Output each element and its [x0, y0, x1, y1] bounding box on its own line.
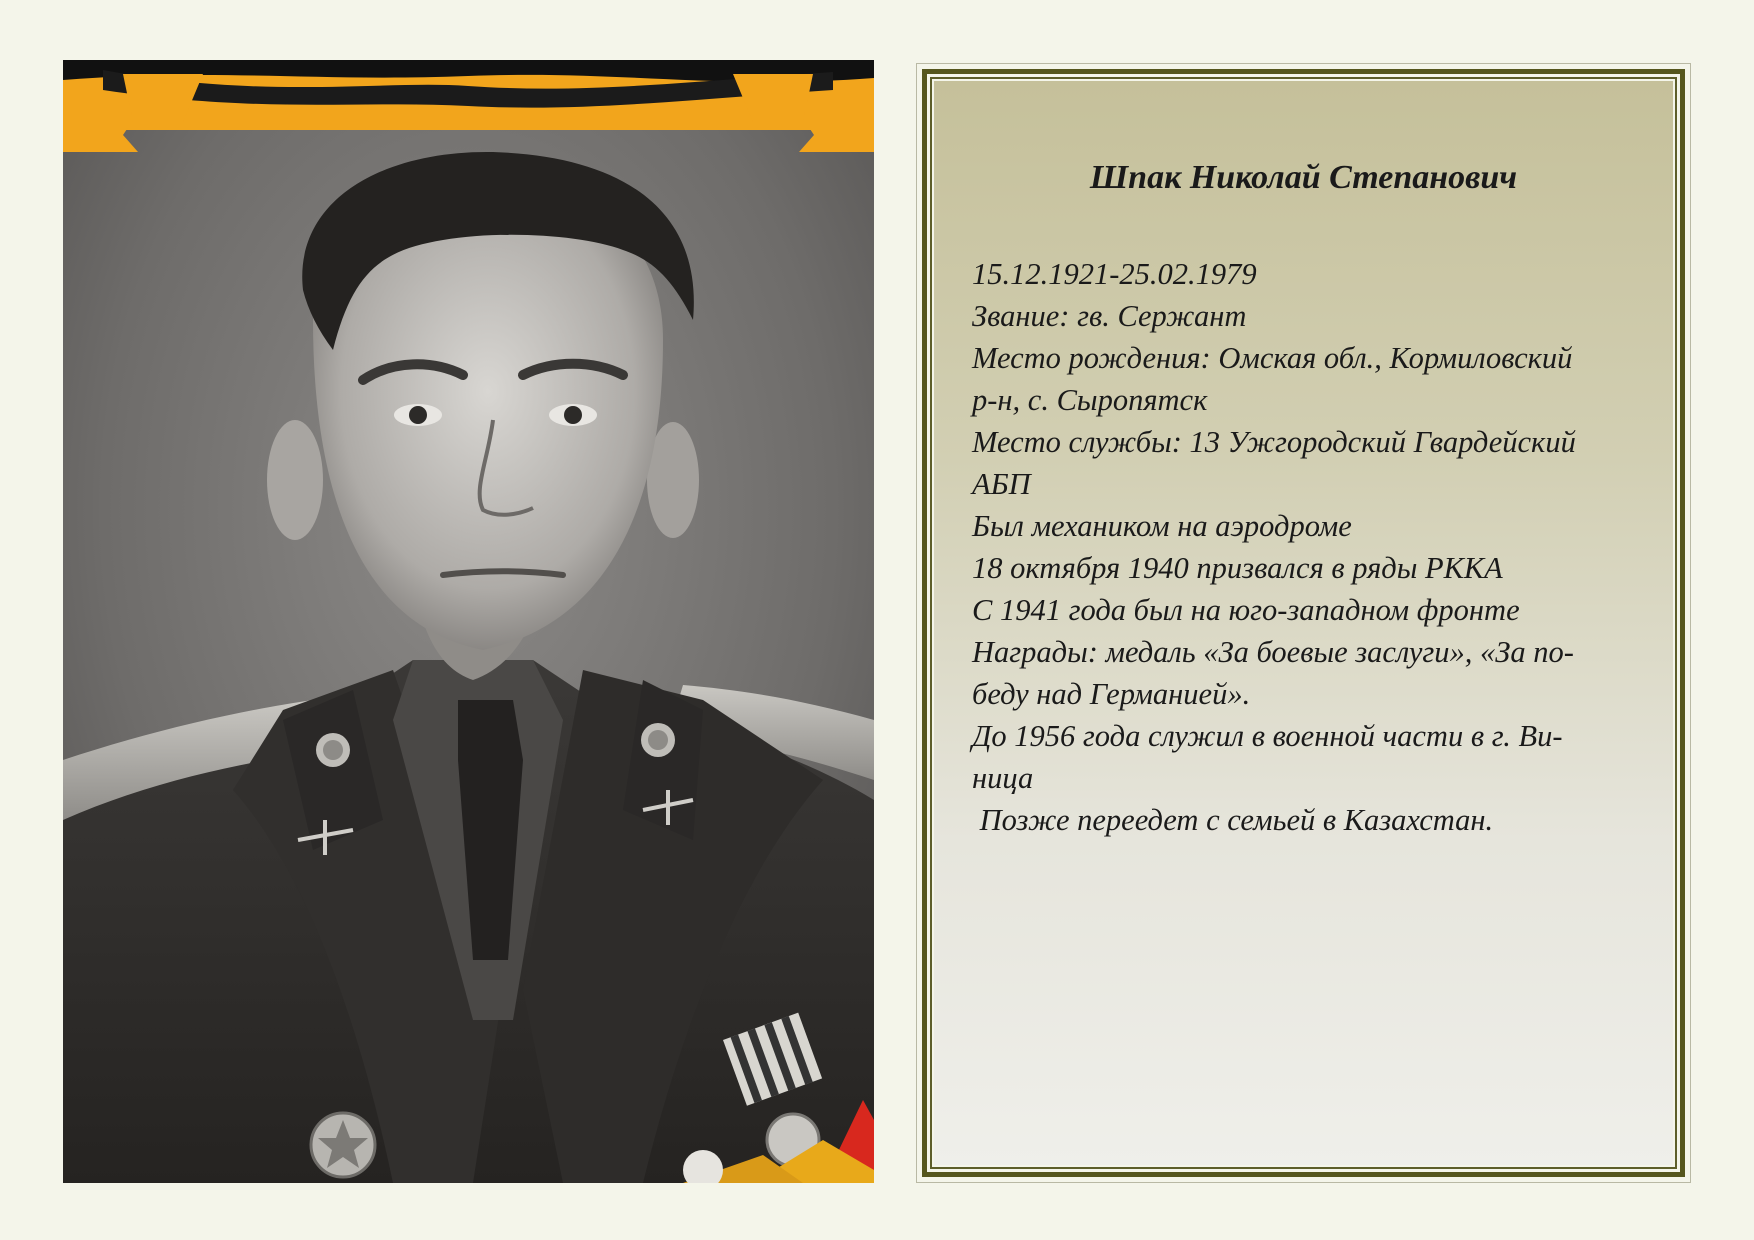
bio-line-birthplace-cont: р-н, с. Сыропятск — [972, 383, 1208, 417]
bio-line-awards-cont: беду над Германией». — [972, 677, 1251, 711]
bio-line-rank: Звание: гв. Сержант — [972, 299, 1247, 333]
bio-line-relocation: Позже переедет с семьей в Казахстан. — [972, 803, 1494, 837]
bio-line-birthplace: Место рождения: Омская обл., Кормиловский — [972, 341, 1573, 375]
bio-line-conscription: 18 октября 1940 призвался в ряды РККА — [972, 551, 1503, 585]
bio-line-service-place-cont: АБП — [972, 467, 1031, 501]
portrait-photo — [63, 60, 874, 1183]
bio-text — [972, 253, 1645, 841]
bio-line-role: Был механиком на аэродроме — [972, 509, 1352, 543]
info-card — [916, 63, 1691, 1183]
bio-line-dates: 15.12.1921-25.02.1979 — [972, 257, 1257, 291]
bio-line-service-place: Место службы: 13 Ужгородский Гвардейский — [972, 425, 1576, 459]
bio-line-front: С 1941 года был на юго-западном фронте — [972, 593, 1520, 627]
bio-line-awards: Награды: медаль «За боевые заслуги», «За по- — [972, 635, 1574, 669]
portrait-illustration — [63, 60, 874, 1183]
person-name: Шпак Николай Степанович — [1089, 159, 1518, 196]
card-content — [972, 159, 1645, 841]
bio-line-later-service-cont: ница — [972, 761, 1034, 795]
bio-line-later-service: До 1956 года служил в военной части в г. Ви- — [972, 719, 1563, 753]
card-inner-panel — [930, 77, 1677, 1169]
card-frame — [922, 69, 1685, 1177]
